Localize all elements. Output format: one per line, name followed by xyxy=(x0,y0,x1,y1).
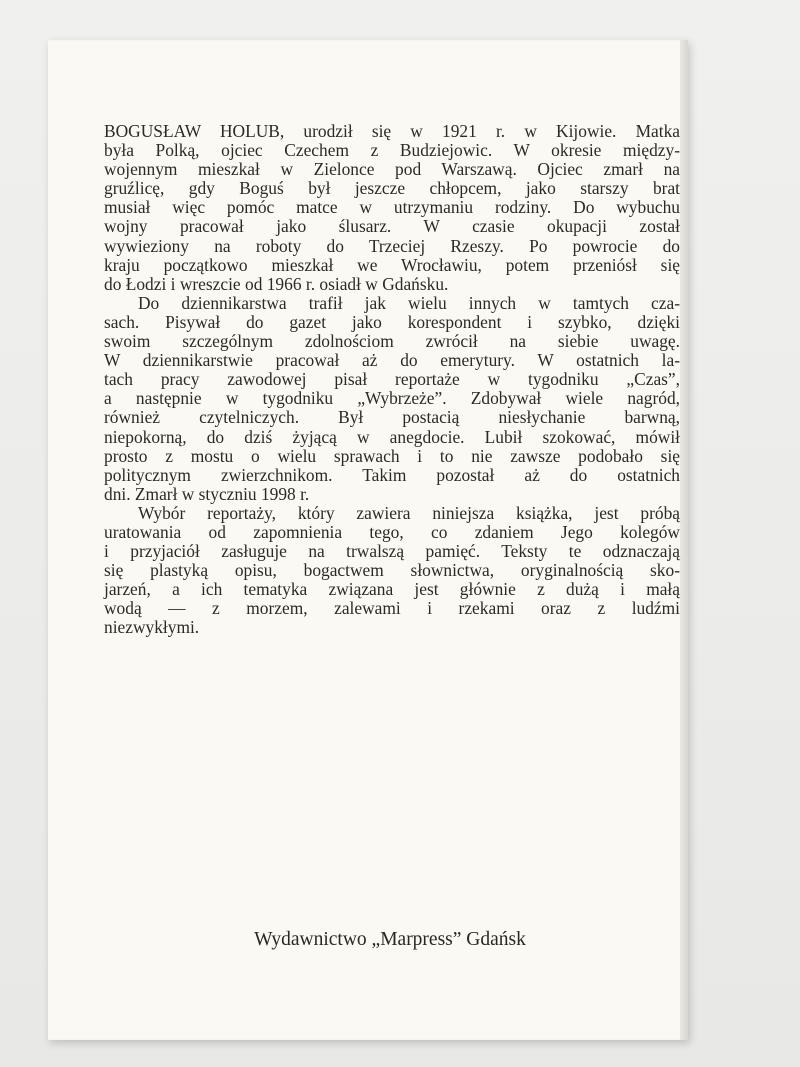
text-line: do Łodzi i wreszcie od 1966 r. osiadł w Gdańsku. xyxy=(104,273,449,294)
text-line: niezwykłymi. xyxy=(104,617,200,638)
text-line: musiał więc pomóc matce w utrzymaniu rodziny. Do wybuchu xyxy=(104,197,680,218)
text-line: politycznym zwierzchnikom. Takim pozostał aż do ostatnich xyxy=(104,464,680,485)
text-line: Wybór reportaży, który zawiera niniejsza książka, jest próbą xyxy=(138,502,680,523)
text-line: gruźlicę, gdy Boguś był jeszcze chłopcem, jako starszy brat xyxy=(104,178,680,199)
book-page-edge xyxy=(680,40,688,1040)
biography-paragraph-3 xyxy=(104,504,680,638)
text-line: a następnie w tygodniku „Wybrzeże”. Zdobywał wiele nagród, xyxy=(104,388,680,409)
text-line: była Polką, ojciec Czechem z Budziejowic. W okresie między- xyxy=(104,140,680,161)
text-line: wywieziony na roboty do Trzeciej Rzeszy. Po powrocie do xyxy=(104,235,680,256)
author-biography xyxy=(104,122,680,638)
text-line: BOGUSŁAW HOLUB, urodził się w 1921 r. w Kijowie. Matka xyxy=(104,121,680,141)
text-line: kraju początkowo mieszkał we Wrocławiu, potem przeniósł się xyxy=(104,254,680,275)
text-line: wojennym mieszkał w Zielonce pod Warszawą. Ojciec zmarł na xyxy=(104,159,680,180)
text-line: również czytelniczych. Był postacią niesłychanie barwną, xyxy=(104,407,680,428)
text-line: dni. Zmarł w styczniu 1998 r. xyxy=(104,483,310,504)
text-line: wodą — z morzem, zalewami i rzekami oraz z ludźmi xyxy=(104,598,680,619)
text-line: się plastyką opisu, bogactwem słownictwa, oryginalnością sko- xyxy=(104,560,680,581)
text-line: uratowania od zapomnienia tego, co zdaniem Jego kolegów xyxy=(104,521,680,542)
text-line: niepokorną, do dziś żyjącą w anegdocie. Lubił szokować, mówił xyxy=(104,426,680,447)
biography-paragraph-1 xyxy=(104,122,680,294)
text-line: Do dziennikarstwa trafił jak wielu innych w tamtych cza- xyxy=(138,292,680,313)
text-line: wojny pracował jako ślusarz. W czasie okupacji został xyxy=(104,216,680,237)
publisher-imprint: Wydawnictwo „Marpress” Gdańsk xyxy=(254,929,526,950)
biography-paragraph-2 xyxy=(104,294,680,504)
text-line: jarzeń, a ich tematyka związana jest głównie z dużą i małą xyxy=(104,579,680,600)
text-line: prosto z mostu o wielu sprawach i to nie zawsze podobało się xyxy=(104,445,680,466)
text-line: tach pracy zawodowej pisał reportaże w tygodniku „Czas”, xyxy=(104,369,680,390)
text-line: W dziennikarstwie pracował aż do emerytury. W ostatnich la- xyxy=(104,350,680,371)
text-line: sach. Pisywał do gazet jako korespondent i szybko, dzięki xyxy=(104,311,680,332)
text-line: swoim szczególnym zdolnościom zwrócił na siebie uwagę. xyxy=(104,331,680,352)
text-line: i przyjaciół zasługuje na trwalszą pamięć. Teksty te odznaczają xyxy=(104,541,680,562)
